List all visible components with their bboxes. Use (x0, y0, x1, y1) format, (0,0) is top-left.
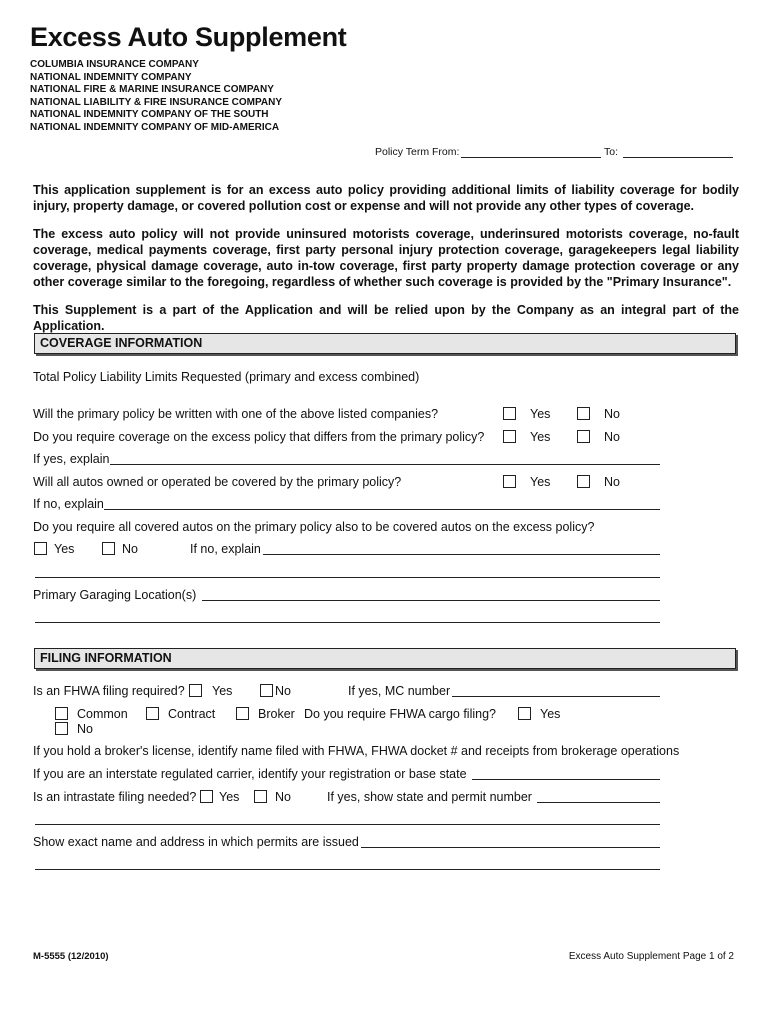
cargo-question: Do you require FHWA cargo filing? (304, 707, 496, 721)
no-label: No (604, 475, 620, 489)
company-name: NATIONAL INDEMNITY COMPANY OF THE SOUTH (30, 109, 269, 120)
yes-label: Yes (54, 542, 75, 556)
policy-term-from-field[interactable] (461, 157, 601, 158)
primary-written-no-checkbox[interactable] (577, 407, 590, 420)
covered-autos-no-checkbox[interactable] (102, 542, 115, 555)
interstate-label: If you are an interstate regulated carrier, identify your registration or base state (33, 767, 467, 781)
no-label: No (604, 430, 620, 444)
yes-label: Yes (530, 475, 551, 489)
permit-field-2[interactable] (35, 824, 660, 825)
if-no-explain-label: If no, explain (33, 497, 104, 511)
fhwa-question: Is an FHWA filing required? (33, 684, 185, 698)
fhwa-no-checkbox[interactable] (260, 684, 273, 697)
yes-label: Yes (530, 407, 551, 421)
cargo-no-label: No (77, 722, 93, 736)
yes-label: Yes (212, 684, 233, 698)
permit-field[interactable] (537, 802, 660, 803)
cargo-yes-checkbox[interactable] (518, 707, 531, 720)
broker-checkbox[interactable] (236, 707, 249, 720)
covered-autos-explain-field[interactable] (263, 554, 660, 555)
covered-autos-explain-field-2[interactable] (35, 577, 660, 578)
question-differs: Do you require coverage on the excess policy that differs from the primary policy? (33, 430, 485, 444)
company-name: COLUMBIA INSURANCE COMPANY (30, 59, 199, 70)
filing-section-header (34, 648, 736, 669)
common-label: Common (77, 707, 128, 721)
no-label: No (275, 790, 291, 804)
garaging-field[interactable] (202, 600, 660, 601)
mc-number-label: If yes, MC number (348, 684, 451, 698)
policy-term-to-label: To: (604, 146, 619, 158)
permits-address-label: Show exact name and address in which permits are issued (33, 835, 359, 849)
differs-no-checkbox[interactable] (577, 430, 590, 443)
yes-label: Yes (219, 790, 240, 804)
permits-address-field-2[interactable] (35, 869, 660, 870)
intro-paragraph-1: This application supplement is for an excess auto policy providing additional limits of liability coverage for bodily injury, property damage, or covered pollution cost or expense and will not provide any other types of coverage. (33, 183, 739, 213)
covered-autos-yes-checkbox[interactable] (34, 542, 47, 555)
coverage-section-header (34, 333, 736, 354)
policy-term-to-field[interactable] (623, 157, 733, 158)
company-name: NATIONAL FIRE & MARINE INSURANCE COMPANY (30, 84, 274, 95)
mc-number-field[interactable] (452, 696, 660, 697)
if-yes-explain-label: If yes, explain (33, 452, 110, 466)
company-name: NATIONAL LIABILITY & FIRE INSURANCE COMPANY (30, 96, 283, 108)
intro-paragraph-3: This Supplement is a part of the Application and will be relied upon by the Company as an integral part of the Application. (33, 303, 739, 333)
intrastate-yes-checkbox[interactable] (200, 790, 213, 803)
broker-label: Broker (258, 707, 295, 721)
policy-term-from-label: Policy Term From: (375, 146, 460, 158)
if-no-explain-field[interactable] (104, 509, 660, 510)
contract-checkbox[interactable] (146, 707, 159, 720)
intro-paragraph-2: The excess auto policy will not provide uninsured motorists coverage, underinsured motorists coverage, no-fault coverage, medical payments coverage, first party personal injury protection coverage, garagekeepers legal liability coverage, physical damage coverage, auto in-tow coverage, first party property damage protection coverage or any other coverage similar to the foregoing, regardless of whether such coverage is provided by the "Primary Insurance". (33, 227, 739, 289)
filing-section-title: FILING INFORMATION (40, 651, 172, 665)
intrastate-question: Is an intrastate filing needed? (33, 790, 197, 804)
if-no-explain-label-2: If no, explain (190, 542, 261, 556)
contract-label: Contract (168, 707, 216, 721)
coverage-section-title: COVERAGE INFORMATION (40, 336, 203, 350)
form-number: M-5555 (12/2010) (33, 951, 109, 962)
no-label: No (604, 407, 620, 421)
company-name: NATIONAL INDEMNITY COMPANY (30, 71, 192, 83)
garaging-field-2[interactable] (35, 622, 660, 623)
no-label: No (275, 684, 291, 698)
page-number: Excess Auto Supplement Page 1 of 2 (568, 951, 734, 962)
broker-license-label: If you hold a broker's license, identify name filed with FHWA, FHWA docket # and receipts from brokerage operations (33, 744, 680, 758)
if-yes-explain-field[interactable] (110, 464, 660, 465)
common-checkbox[interactable] (55, 707, 68, 720)
cargo-yes-label: Yes (540, 707, 561, 721)
intrastate-no-checkbox[interactable] (254, 790, 267, 803)
permit-label: If yes, show state and permit number (327, 790, 532, 804)
form-title: Excess Auto Supplement (30, 22, 347, 52)
company-name: NATIONAL INDEMNITY COMPANY OF MID-AMERICA (30, 121, 280, 133)
question-covered-autos: Do you require all covered autos on the primary policy also to be covered autos on the excess policy? (33, 520, 595, 534)
no-label: No (122, 542, 138, 556)
all-autos-yes-checkbox[interactable] (503, 475, 516, 488)
fhwa-yes-checkbox[interactable] (189, 684, 202, 697)
garaging-label: Primary Garaging Location(s) (33, 588, 197, 602)
question-all-autos: Will all autos owned or operated be covered by the primary policy? (33, 475, 402, 489)
all-autos-no-checkbox[interactable] (577, 475, 590, 488)
differs-yes-checkbox[interactable] (503, 430, 516, 443)
cargo-no-checkbox[interactable] (55, 722, 68, 735)
question-primary-written: Will the primary policy be written with one of the above listed companies? (33, 407, 439, 421)
interstate-field[interactable] (472, 779, 660, 780)
total-limits-label: Total Policy Liability Limits Requested (primary and excess combined) (33, 370, 420, 384)
primary-written-yes-checkbox[interactable] (503, 407, 516, 420)
yes-label: Yes (530, 430, 551, 444)
permits-address-field[interactable] (361, 847, 660, 848)
